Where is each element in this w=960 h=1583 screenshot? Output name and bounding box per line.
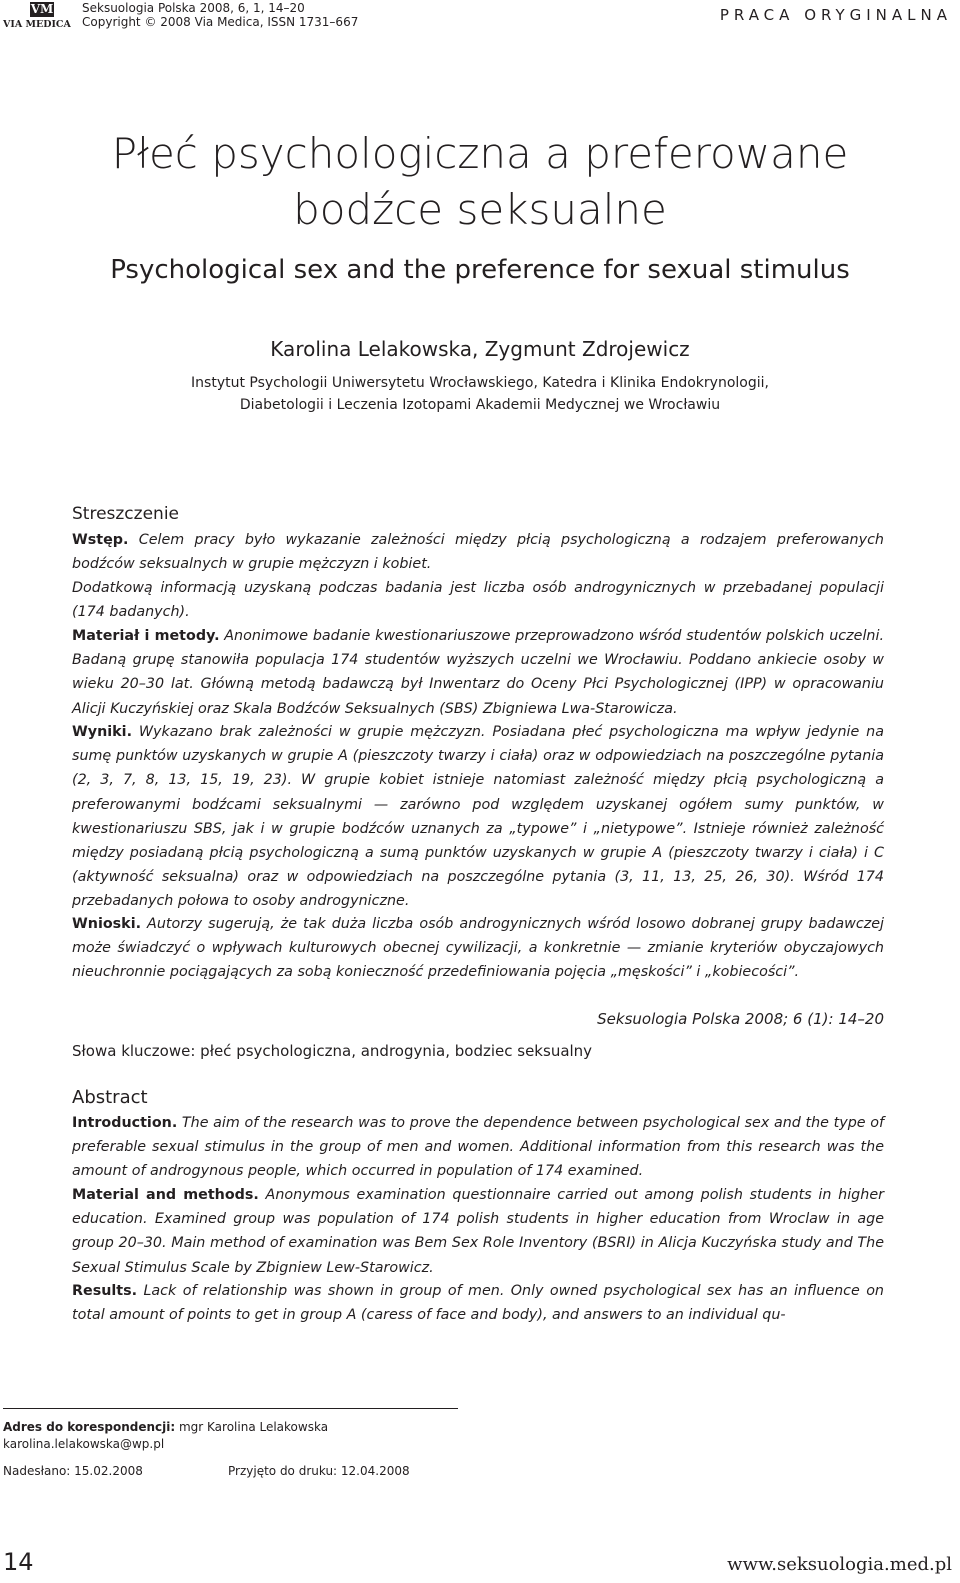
wnioski-paragraph <box>72 912 884 985</box>
title-line-2: bodźce seksualne <box>293 185 667 234</box>
logo-text: VIA MEDICA <box>3 19 71 30</box>
article-type: PRACA ORYGINALNA <box>719 6 952 24</box>
introduction-paragraph <box>72 1111 884 1184</box>
journal-url[interactable]: www.seksuologia.med.pl <box>727 1554 952 1575</box>
wstep-label: Wstęp. <box>72 532 129 548</box>
streszczenie-heading: Streszczenie <box>72 504 179 524</box>
logo-mark: VM <box>30 2 54 16</box>
wnioski-label: Wnioski. <box>72 916 142 932</box>
wyniki-text: Wykazano brak zależności w grupie mężczyzn. Posiadana płeć psychologiczna ma wpływ jedynie na sumę punktów uzyskanych w grupie A (pieszczoty twarzy i ciała) oraz w odpowiedziach na poszczególne pytania (2, 3, 7, 8, 13, 15, 19, 23). W grupie kobiet istnieje natomiast zależność między płcią psychologiczną a preferowanymi bodźcami seksualnymi — zarówno pod względem uzyskanej ogółem sumy punktów, w kwestionariuszu SBS, jak i w grupie bodźców uznanych za „typowe” i „nietypowe”. Istnieje również zależność między posiadaną płcią psychologiczną a sumą punktów uzyskanych w grupie A (pieszczoty twarzy i ciała) i C (aktywność seksualna) oraz w odpowiedziach na poszczególne pytania (3, 11, 13, 25, 26, 30). Wśród 174 przebadanych połowa to osoby androgyniczne. <box>72 724 884 910</box>
page-number: 14 <box>3 1548 34 1576</box>
affiliation <box>0 372 960 416</box>
correspondence-email[interactable]: karolina.lelakowska@wp.pl <box>3 1437 165 1451</box>
affiliation-line-1: Instytut Psychologii Uniwersytetu Wrocławskiego, Katedra i Klinika Endokrynologii, <box>191 375 769 391</box>
journal-reference: Seksuologia Polska 2008, 6, 1, 14–20 <box>82 1 305 15</box>
wstep-text: Celem pracy było wykazanie zależności między płcią psychologiczną a rodzajem preferowanych bodźców seksualnych w grupie mężczyzn i kobiet. <box>72 532 884 573</box>
citation: Seksuologia Polska 2008; 6 (1): 14–20 <box>597 1010 884 1028</box>
footnote-divider <box>3 1408 458 1409</box>
results-label: Results. <box>72 1283 138 1299</box>
copyright-line: Copyright © 2008 Via Medica, ISSN 1731–667 <box>82 15 359 29</box>
material-paragraph <box>72 624 884 721</box>
wstep-paragraph <box>72 528 884 576</box>
title-english: Psychological sex and the preference for sexual stimulus <box>110 255 850 285</box>
methods-paragraph <box>72 1183 884 1280</box>
methods-text: Anonymous examination questionnaire carried out among polish students in higher education. Examined group was population of 174 polish students in higher education from Wroclaw in age group 20–30. Main method of examination was Bem Sex Role Inventory (BSRI) in Alicja Kuczyńska study and The Sexual Stimulus Scale by Zbigniew Lew-Starowicz. <box>72 1187 884 1276</box>
affiliation-line-2: Diabetologii i Leczenia Izotopami Akademii Medycznej we Wrocławiu <box>239 397 721 413</box>
additional-info-text: Dodatkową informacją uzyskaną podczas badania jest liczba osób androgynicznych w przebadanej populacji (174 badanych). <box>72 580 884 621</box>
title-line-1: Płeć psychologiczna a preferowane <box>111 129 849 178</box>
introduction-label: Introduction. <box>72 1115 178 1131</box>
authors: Karolina Lelakowska, Zygmunt Zdrojewicz <box>270 337 690 361</box>
wyniki-label: Wyniki. <box>72 724 133 740</box>
wnioski-text: Autorzy sugerują, że tak duża liczba osób androgynicznych wśród losowo dobranej grupy badawczej może świadczyć o wpływach kulturowych obecnej cywilizacji, a konkretnie — zmianie kryteriów obyczajowych nieuchronnie pociągających za sobą konieczność przedefiniowania pojęcia „męskości” i „kobiecości”. <box>72 916 884 981</box>
abstract-heading: Abstract <box>72 1087 148 1108</box>
material-text: Anonimowe badanie kwestionariuszowe przeprowadzono wśród studentów polskich uczelni. Badaną grupę stanowiła populacja 174 studentów wyższych uczelni we Wrocławiu. Poddano ankiecie osoby w wieku 20–30 lat. Główną metodą badawczą był Inwentarz do Oceny Płci Psychologicznej (IPP) w opracowaniu Alicji Kuczyńskiej oraz Skala Bodźców Seksualnych (SBS) Zbigniewa Lwa-Starowicza. <box>72 628 884 717</box>
via-medica-logo <box>3 2 73 32</box>
accepted-date: Przyjęto do druku: 12.04.2008 <box>228 1464 410 1478</box>
correspondence-address <box>3 1419 328 1436</box>
additional-info-paragraph <box>72 576 884 624</box>
correspondence-name: mgr Karolina Lelakowska <box>175 1420 329 1434</box>
title-polish <box>0 126 960 238</box>
correspondence-label: Adres do korespondencji: <box>3 1420 176 1434</box>
results-paragraph <box>72 1279 884 1327</box>
material-label: Materiał i metody. <box>72 628 220 644</box>
received-date: Nadesłano: 15.02.2008 <box>3 1464 143 1478</box>
wyniki-paragraph <box>72 720 884 914</box>
keywords: Słowa kluczowe: płeć psychologiczna, androgynia, bodziec seksualny <box>72 1042 593 1060</box>
introduction-text: The aim of the research was to prove the dependence between psychological sex and the type of preferable sexual stimulus in the group of men and women. Additional information from this research was the amount of androgynous people, which occurred in population of 174 examined. <box>72 1115 884 1180</box>
methods-label: Material and methods. <box>72 1187 259 1203</box>
results-text: Lack of relationship was shown in group of men. Only owned psychological sex has an influence on total amount of points to get in group A (caress of face and body), and answers to an individual qu- <box>72 1283 884 1324</box>
